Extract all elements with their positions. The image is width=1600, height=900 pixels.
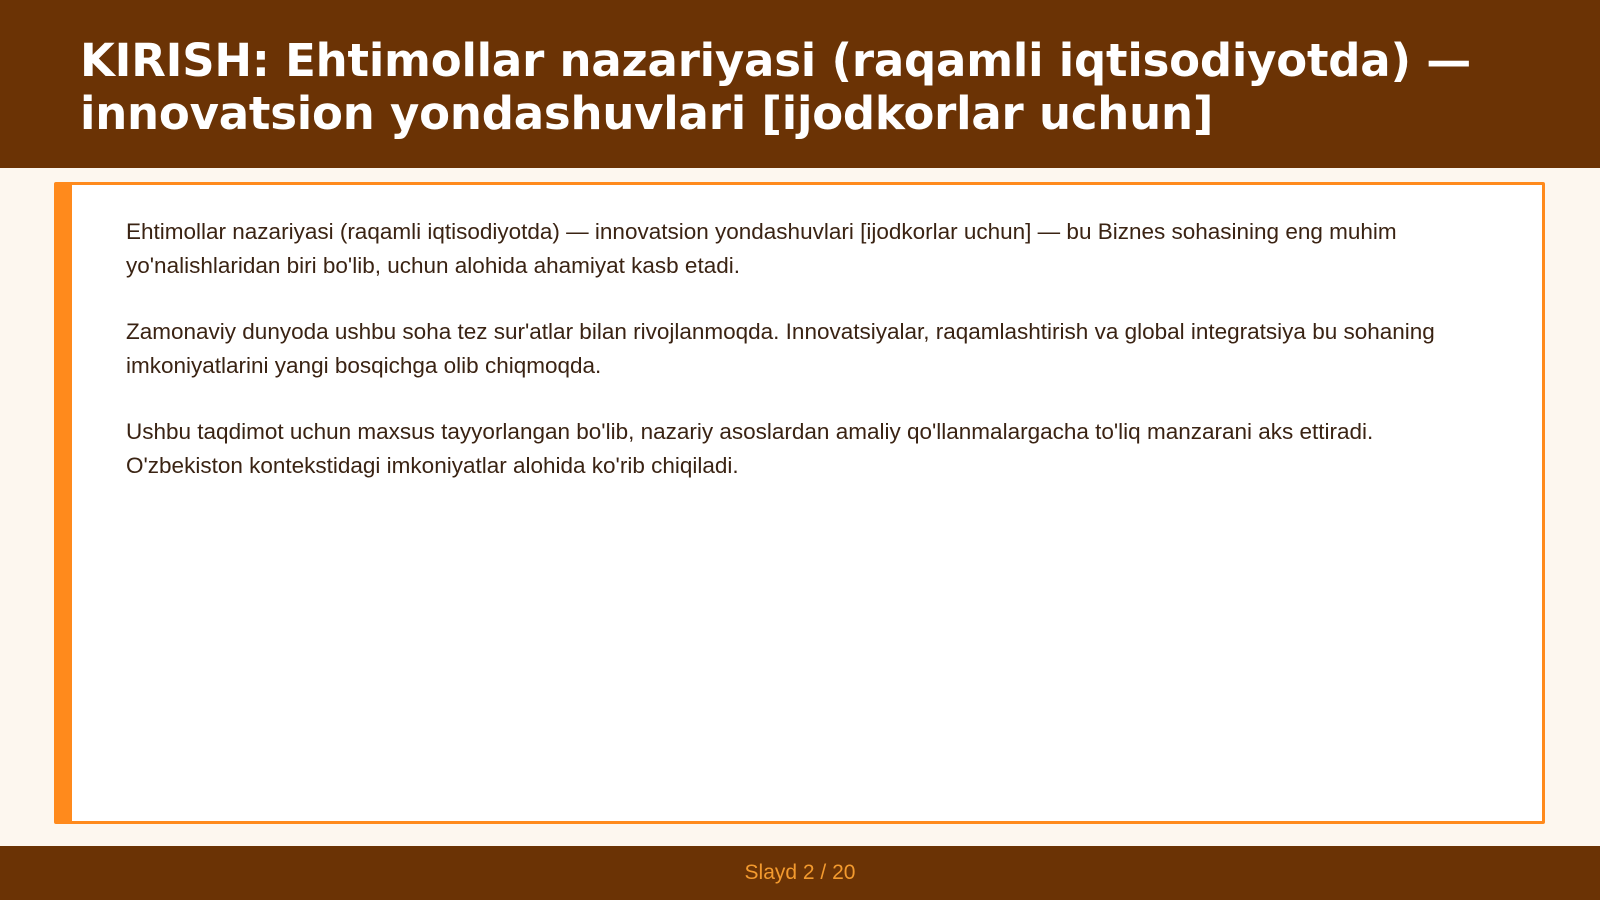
slide-footer	[0, 846, 1600, 900]
slide-header	[0, 0, 1600, 168]
paragraph-intro: Ehtimollar nazariyasi (raqamli iqtisodiyotda) — innovatsion yondashuvlari [ijodkorlar uchun] — bu Biznes sohasining eng muhim yo'nalishlaridan biri bo'lib, uchun alohida ahamiyat kasb etadi.	[126, 219, 1397, 278]
slide-counter: Slayd 2 / 20	[744, 861, 856, 884]
content-panel	[54, 182, 1545, 824]
paragraph-presentation-purpose: Ushbu taqdimot uchun maxsus tayyorlangan bo'lib, nazariy asoslardan amaliy qo'llanmalargacha to'liq manzarani aks ettiradi. O'zbekiston kontekstidagi imkoniyatlar alohida ko'rib chiqiladi.	[126, 419, 1374, 478]
paragraph-modern-world: Zamonaviy dunyoda ushbu soha tez sur'atlar bilan rivojlanmoqda. Innovatsiyalar, raqamlashtirish va global integratsiya bu sohaning imkoniyatlarini yangi bosqichga olib chiqmoqda.	[126, 319, 1435, 378]
slide-title: KIRISH: Ehtimollar nazariyasi (raqamli iqtisodiyotda) — innovatsion yondashuvlari [ijodkorlar uchun]	[80, 34, 1472, 140]
